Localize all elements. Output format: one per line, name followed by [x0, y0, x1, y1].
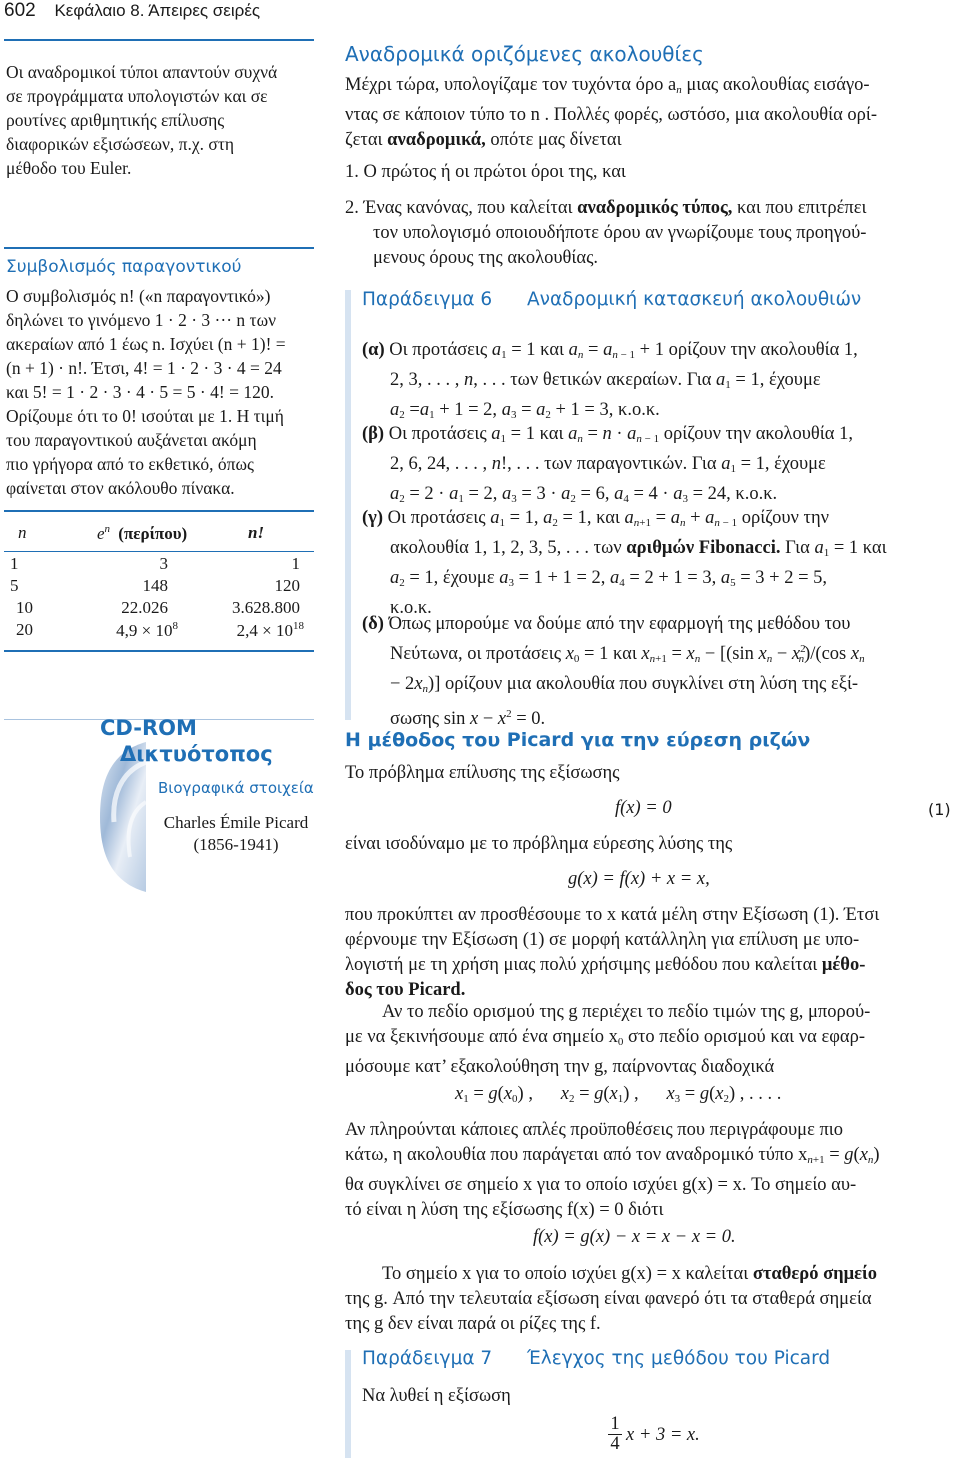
list-item-2 [345, 196, 960, 271]
table-row [0, 620, 320, 642]
col-header-n: n [18, 523, 27, 542]
factorial-line: φαίνεται στον ακόλουθο πίνακα. [6, 478, 235, 498]
bold-term: δος του Picard. [345, 980, 466, 1000]
picard-p6 [345, 1262, 960, 1337]
item-label: (β) [362, 424, 385, 444]
equation-iterates: $x_1 = g(x_0)$ , $x_2 = g(x_1)$ , $x_3 = g(x_2)$ , . . . . [455, 1084, 782, 1105]
picard-p2: είναι ισοδύναμο με το πρόβλημα εύρεσης λύσης της [345, 834, 733, 854]
factorial-line: (n + 1) · n!. Έτσι, 4! = 1 · 2 · 3 · 4 = 24 [6, 358, 282, 378]
intro-text: Μέχρι τώρα, υπολογίζαμε τον τυχόντα όρο a [345, 75, 677, 95]
factorial-line: Ο συμβολισμός n! («n παραγοντικό») [6, 286, 271, 306]
picard-p3 [345, 903, 960, 1003]
table-row [0, 598, 320, 620]
exp-mantissa: 4,9 × 10 [116, 621, 173, 640]
chapter-title: Κεφάλαιο 8. Άπειρες σειρές [54, 1, 261, 20]
paragraph-line: φέρνουμε την Εξίσωση (1) σε μορφή κατάλληλη για επίλυση με υπο- [345, 930, 860, 950]
note-line: σε προγράμματα υπολογιστών και σε [6, 86, 268, 106]
intro-text: ντας σε κάποιον τύπο το n . Πολλές φορές, ωστόσο, μια ακολουθία ορί- [345, 105, 878, 125]
note-line: μέθοδο του Euler. [6, 158, 132, 178]
sidebar-rule-1 [4, 39, 314, 41]
picard-p1: Το πρόβλημα επίλυσης της εξίσωσης [345, 763, 620, 783]
equation-1 [615, 798, 672, 819]
cdrom-bio-label: Βιογραφικά στοιχεία [158, 779, 314, 797]
table-rule-mid [4, 551, 314, 552]
section-title-recursive: Αναδρομικά οριζόμενες ακολουθίες [345, 42, 704, 66]
subscript: 0 [617, 1036, 624, 1048]
picard-p4 [345, 1000, 960, 1080]
example7-text: Να λυθεί η εξίσωση [362, 1386, 511, 1406]
page-header [4, 0, 260, 22]
picard-p5: Αν πληρούνται κάποιες απλές προϋποθέσεις που περιγράφουμε πιο κάτω, η ακολουθία που παράγεται από τον αναδρομικό τύπο $x_{n+1} = g(x_n)$ θα συγκλίνει σε σημείο x για το οποίο ισχύει g(x) = x. Το σημείο αυ- τό είναι η λύση της εξίσωσης f(x) = 0 διότι [345, 1118, 960, 1223]
sidebar-note-recursive [6, 60, 316, 180]
paragraph-line: θα συγκλίνει σε σημείο x για το οποίο ισχύει g(x) = x. Το σημείο αυ- [345, 1175, 857, 1195]
section-title-picard: Η μέθοδος του Picard για την εύρεση ριζών [345, 729, 811, 751]
equation-fixed-point [533, 1227, 736, 1248]
cdrom-person: Charles Émile Picard [163, 813, 309, 832]
note-line: διαφορικών εξισώσεων, π.χ. στη [6, 134, 235, 154]
cdrom-years: (1856-1941) [193, 835, 279, 854]
fraction-denominator: 4 [610, 1434, 620, 1454]
cell-exp [60, 620, 178, 641]
approx-label: (περίπου) [118, 524, 188, 543]
exp-n: n [104, 523, 111, 535]
e-symbol: e [97, 524, 105, 543]
example6-label: Παράδειγμα 6 [362, 289, 493, 310]
fraction-numerator: 1 [610, 1414, 620, 1434]
note-line: Οι αναδρομικοί τύποι απαντούν συχνά [6, 62, 278, 82]
bold-term: σταθερό σημείο [752, 1264, 878, 1284]
cdrom-subtitle: Δικτυότοπος [120, 742, 273, 766]
equation-text: x + 3 = x. [626, 1425, 700, 1445]
example6-bar [345, 290, 351, 720]
example7-title: Έλεγχος της μεθόδου του Picard [527, 1348, 831, 1369]
paragraph-line: με να ξεκινήσουμε από ένα σημείο x [345, 1027, 618, 1047]
example6-item-a: (α) Οι προτάσεις $a_1 = 1$ και $a_n = a_{n - 1} + 1$ ορίζουν την ακολουθία 1, 2, 3, . . . , n, . . . των θετικών ακεραίων. Για $a_1 = 1$, έχουμε $a_2 =a_1 + 1 = 2$, $a_3 = a_2 + 1 = 3$, κ.ο.κ. [362, 340, 858, 421]
fact-mantissa: 2,4 × 10 [236, 621, 293, 640]
fact-power: 18 [293, 620, 304, 632]
factorial-line: ακεραίων από 1 έως n. Ισχύει (n + 1)! = [6, 334, 286, 354]
cell-factorial: 3.628.800 [232, 598, 300, 617]
paragraph-line: της g. Από την τελευταία εξίσωση είναι φανερό ότι τα σταθερά σημεία [345, 1289, 872, 1309]
factorial-line: και 5! = 1 · 2 · 3 · 4 · 5 = 5 · 4! = 120. [6, 382, 274, 402]
intro-text: ζεται [345, 130, 388, 150]
paragraph-line: μόσουμε κατ’ εξακολούθηση την g, παίρνοντας διαδοχικά [345, 1057, 775, 1077]
paragraph-line: που προκύπτει αν προσθέσουμε το x κατά μέλη στην Εξίσωση (1). Έτσι [345, 905, 880, 925]
factorial-heading: Συμβολισμός παραγοντικού [6, 257, 242, 277]
example6-item-c: (γ) Οι προτάσεις $a_1 = 1$, $a_2 = 1$, και $a_{n+1} = a_n + a_{n - 1}$ ορίζουν την ακολουθία 1, 1, 2, 3, 5, . . . των αριθμών Fibonacci. Για $a_1 = 1$ και $a_2 = 1$, έχουμε $a_3 = 1 + 1 = 2$, $a_4 = 2 + 1 = 3$, $a_5 = 3 + 2 = 5$, κ.ο.κ. [362, 508, 887, 618]
table-row [0, 576, 320, 598]
paragraph-line: Το σημείο x για το οποίο ισχύει g(x) = x καλείται [382, 1264, 753, 1284]
example6-title: Αναδρομική κατασκευή ακολουθιών [527, 289, 862, 310]
table-row [0, 554, 320, 576]
factorial-table-header [0, 523, 320, 547]
paragraph-line: στο πεδίο ορισμού και να εφαρ- [623, 1027, 865, 1047]
intro-text: μιας ακολουθίας εισάγο- [681, 75, 870, 95]
factorial-text [6, 284, 318, 500]
fraction [608, 1415, 622, 1454]
paragraph-line: κάτω, η ακολουθία που παράγεται από τον αναδρομικό τύπο x [345, 1145, 808, 1165]
paragraph-line: Αν το πεδίο ορισμού της g περιέχει το πεδίο τιμών της g, μπορού- [382, 1002, 871, 1022]
exp-power: 8 [172, 620, 178, 632]
paragraph-line: λογιστή με τη χρήση μιας πολύ χρήσιμης μεθόδου που καλείται [345, 955, 822, 975]
list-item-1: 1. Ο πρώτος ή οι πρώτοι όροι της, και [345, 162, 626, 182]
list-bold-term: αναδρομικός τύπος, [577, 198, 733, 218]
list-text: μενους όρους της ακολουθίας. [373, 248, 599, 268]
equation-2 [568, 869, 710, 890]
page-number: 602 [4, 0, 36, 21]
intro-text: οπότε μας δίνεται [485, 130, 622, 150]
list-text: 2. Ένας κανόνας, που καλείται [345, 198, 578, 218]
sidebar-rule-2 [4, 247, 314, 249]
item-label: (γ) [362, 508, 383, 528]
intro-bold-term: αναδρομικά, [387, 130, 486, 150]
col-header-factorial: n! [248, 523, 265, 542]
intro-subscript: n [676, 84, 682, 96]
list-text: και που επιτρέπει [732, 198, 867, 218]
intro-paragraph [345, 73, 960, 153]
note-line: ρουτίνες αριθμητικής επίλυσης [6, 110, 225, 130]
cell-factorial: 120 [274, 576, 300, 595]
bold-term: μέθο- [821, 955, 866, 975]
cell-factorial: 1 [291, 554, 300, 573]
cdrom-title: CD-ROM [100, 716, 197, 740]
paragraph-line: της g δεν είναι παρά οι ρίζες της f. [345, 1314, 601, 1334]
cell-n: 5 [10, 576, 19, 595]
cell-exp: 22.026 [121, 598, 168, 617]
factorial-line: Ορίζουμε ότι το 0! ισούται με 1. Η τιμή [6, 406, 284, 426]
table-rule-top [4, 510, 314, 512]
item-label: (α) [362, 340, 385, 360]
cell-exp: 148 [142, 576, 168, 595]
equation-1-number: (1) [928, 800, 951, 819]
example6-item-d: (δ) Όπως μπορούμε να δούμε από την εφαρμογή της μεθόδου του Νεύτωνα, οι προτάσεις $x_0 = 1$ και $x_{n+1} = x_n - [(\sin$ $x_n - x^2_n)/(\cos$ $x_n$ − $2x_n$)] ορίζουν μια ακολουθία που συγκλίνει στη λύση της εξί- σωσης $\sin x - x^2 = 0$. [362, 614, 865, 729]
list-text: τον υπολογισμό οποιουδήποτε όρου αν γνωρίζουμε τους προηγού- [373, 223, 867, 243]
table-rule-bottom [4, 650, 314, 652]
cell-factorial [186, 620, 304, 641]
factorial-line: πιο γρήγορα από το εκθετικό, όπως [6, 454, 254, 474]
equation-text: f(x) = 0 [615, 798, 672, 818]
cell-n: 1 [10, 554, 19, 573]
cell-n: 20 [16, 620, 33, 639]
factorial-line: του παραγοντικού αυξάνεται ακόμη [6, 430, 257, 450]
factorial-line: δηλώνει το γινόμενο 1 · 2 · 3 ··· n των [6, 310, 277, 330]
example7-bar [345, 1350, 351, 1458]
equation-text: g(x) = f(x) + x = x, [568, 869, 710, 889]
example7-label: Παράδειγμα 7 [362, 1348, 493, 1369]
cell-exp: 3 [159, 554, 168, 573]
equation-text: f(x) = g(x) − x = x − x = 0. [533, 1227, 736, 1247]
item-label: (δ) [362, 614, 384, 634]
example6-item-b: (β) Οι προτάσεις $a_1 = 1$ και $a_n = n \cdot a_{n - 1}$ ορίζουν την ακολουθία 1, 2, 6, 24, . . . , n!, . . . των παραγοντικών. Για $a_1 = 1$, έχουμε $a_2 = 2 \cdot a_1 = 2$, $a_3 = 3 \cdot a_2 = 6$, $a_4 = 4 \cdot a_3 = 24$, κ.ο.κ. [362, 424, 853, 505]
cell-n: 10 [16, 598, 33, 617]
col-header-exp [97, 523, 187, 544]
paragraph-line: τό είναι η λύση της εξίσωσης f(x) = 0 διότι [345, 1200, 664, 1220]
paragraph-line: Αν πληρούνται κάποιες απλές προϋποθέσεις που περιγράφουμε πιο [345, 1120, 844, 1140]
